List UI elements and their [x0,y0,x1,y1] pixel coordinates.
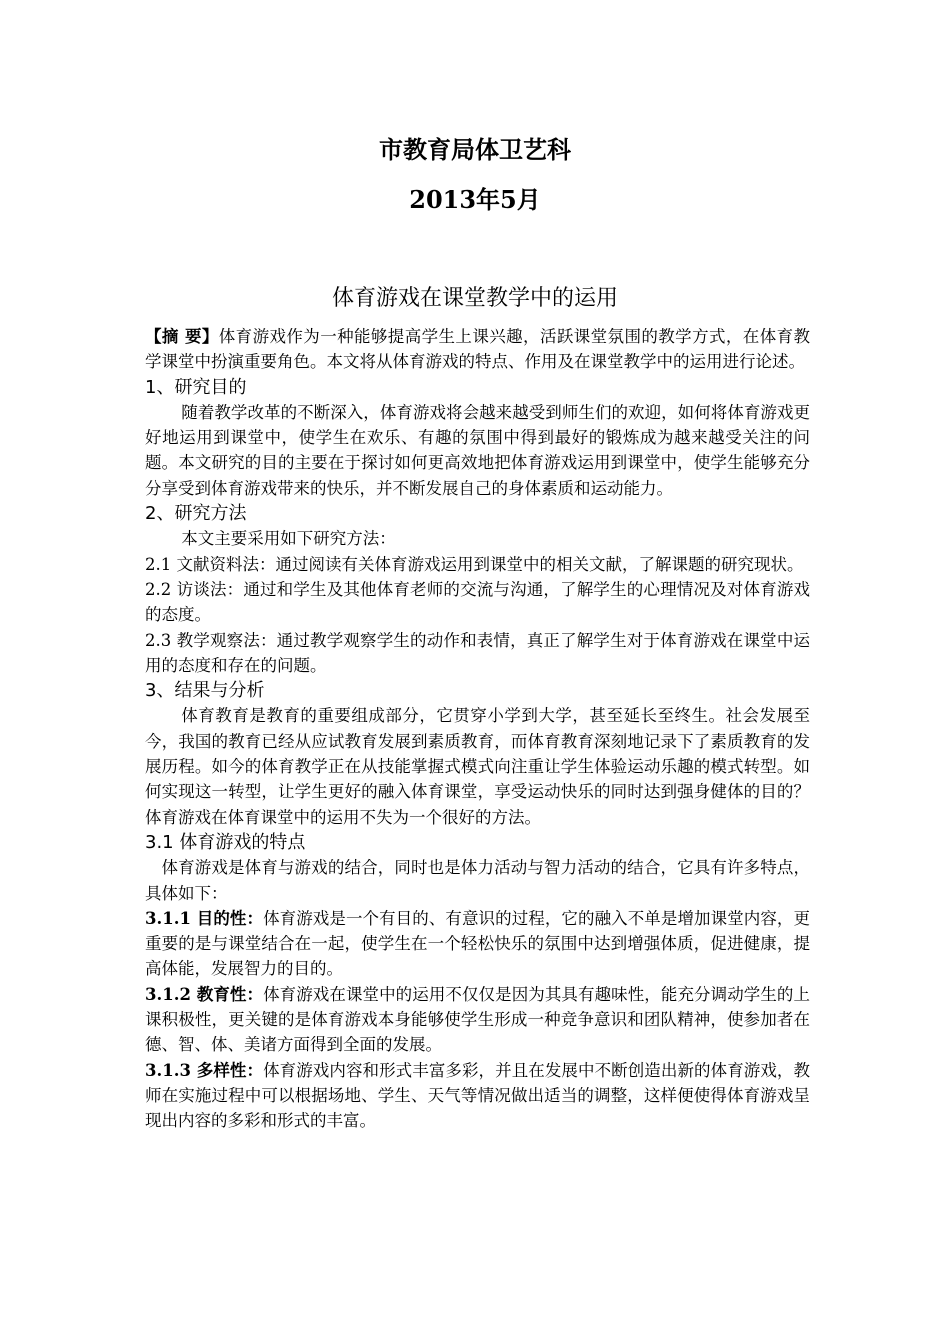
section-1-heading: 1、研究目的 [145,376,247,398]
method-item: 2.2 访谈法：通过和学生及其他体育老师的交流与沟通，了解学生的心理情况及对体育游戏的态度。 [145,579,810,625]
section-2-intro: 本文主要采用如下研究方法： [181,529,396,549]
document-body [145,324,810,1134]
section-3-heading: 3、结果与分析 [145,680,265,702]
abstract-label: 【摘 要】 [145,327,219,346]
document-title: 体育游戏在课堂教学中的运用 [331,286,618,311]
feature-label: 3.1.1 目的性： [145,908,264,928]
section-3-1-heading: 3.1 体育游戏的特点 [145,831,306,853]
feature-text: 体育游戏是一个有目的、有意识的过程，它的融入不单是增加课堂内容，更重要的是与课堂结合在一起，使学生在一个轻松快乐的氛围中达到增强体质，促进健康，提高体能，发展智力的目的。 [145,908,810,979]
feature-item [145,1058,810,1134]
feature-item [145,982,810,1058]
method-item: 2.3 教学观察法：通过教学观察学生的动作和表情，真正了解学生对于体育游戏在课堂中运用的态度和存在的问题。 [145,630,810,675]
abstract-text: 体育游戏作为一种能够提高学生上课兴趣，活跃课堂氛围的教学方式，在体育教学课堂中扮演重要角色。本文将从体育游戏的特点、作用及在课堂教学中的运用进行论述。 [145,327,810,372]
section-3-1-intro: 体育游戏是体育与游戏的结合，同时也是体力活动与智力活动的结合，它具有许多特点，具体如下： [145,858,810,903]
feature-item [145,906,810,982]
method-item: 2.1 文献资料法：通过阅读有关体育游戏运用到课堂中的相关文献，了解课题的研究现状。 [145,554,804,574]
abstract [145,324,810,375]
section-2-heading: 2、研究方法 [145,503,247,525]
header-organization: 市教育局体卫艺科 [379,135,571,164]
header-date: 2013年5月 [409,185,541,214]
feature-text: 体育游戏内容和形式丰富多彩，并且在发展中不断创造出新的体育游戏，教师在实施过程中可以根据场地、学生、天气等情况做出适当的调整，这样便使得体育游戏呈现出内容的多彩和形式的丰富。 [145,1060,810,1131]
section-1-paragraph: 随着教学改革的不断深入，体育游戏将会越来越受到师生们的欢迎，如何将体育游戏更好地运用到课堂中，使学生在欢乐、有趣的氛围中得到最好的锻炼成为越来越受关注的问题。本文研究的目的主要在于探讨如何更高效地把体育游戏运用到课堂中，使学生能够充分分享受到体育游戏带来的快乐，并不断发展自己的身体素质和运动能力。 [145,402,810,498]
feature-text: 体育游戏在课堂中的运用不仅仅是因为其具有趣味性，能充分调动学生的上课积极性，更关键的是体育游戏本身能够使学生形成一种竞争意识和团队精神，使参加者在德、智、体、美诸方面得到全面的发展。 [145,984,810,1055]
section-3-paragraph: 体育教育是教育的重要组成部分，它贯穿小学到大学，甚至延长至终生。社会发展至今，我国的教育已经从应试教育发展到素质教育，而体育教育深刻地记录下了素质教育的发展历程。如今的体育教学正在从技能掌握式模式向注重让学生体验运动乐趣的模式转型。如何实现这一转型，让学生更好的融入体育课堂，享受运动快乐的同时达到强身健体的目的？体育游戏在体育课堂中的运用不失为一个很好的方法。 [145,706,810,827]
feature-label: 3.1.2 教育性： [145,984,264,1004]
feature-label: 3.1.3 多样性： [145,1060,264,1080]
